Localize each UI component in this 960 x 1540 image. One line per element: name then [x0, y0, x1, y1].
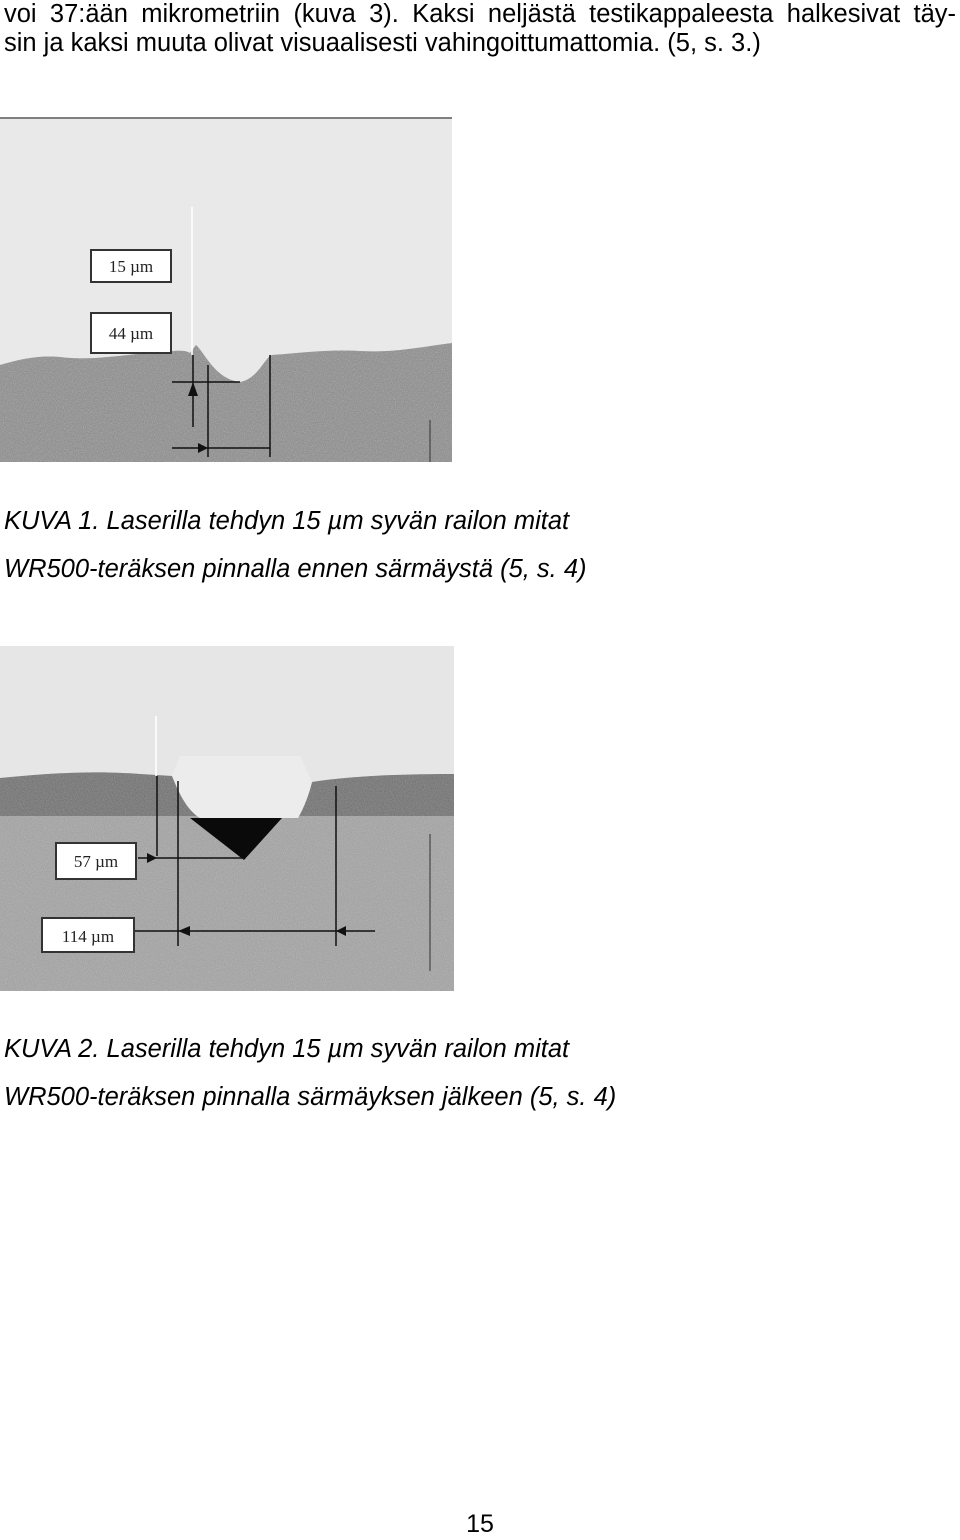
width-measurement: 114 µm [61, 927, 115, 946]
figure-2-caption [4, 1025, 904, 1121]
depth-label-box [56, 843, 136, 879]
paragraph-line-2: sin ja kaksi muuta olivat visuaalisesti vahingoittumattomia. (5, s. 3.) [4, 29, 761, 57]
width-label-box [91, 313, 171, 353]
width-measurement: 44 µm [108, 324, 154, 343]
caption-2-line-2: WR500-teräksen pinnalla särmäyksen jälkeen (5, s. 4) [4, 1083, 617, 1111]
figure-1-caption [4, 497, 904, 593]
depth-label-box [91, 250, 171, 282]
caption-1-line-1: KUVA 1. Laserilla tehdyn 15 µm syvän railon mitat [4, 507, 570, 535]
micrograph-before-bending [0, 117, 452, 462]
page-number: 15 [466, 1510, 494, 1538]
depth-measurement: 57 µm [73, 852, 119, 871]
depth-measurement: 15 µm [108, 257, 154, 276]
caption-2-line-1: KUVA 2. Laserilla tehdyn 15 µm syvän railon mitat [4, 1035, 570, 1063]
caption-1-line-2: WR500-teräksen pinnalla ennen särmäystä (5, s. 4) [4, 555, 587, 583]
body-paragraph [4, 0, 956, 58]
paragraph-line-1: voi 37:ään mikrometriin (kuva 3). Kaksi neljästä testikappaleesta halkesivat täy- [4, 0, 956, 28]
width-label-box [42, 918, 134, 952]
micrograph-after-bending [0, 646, 454, 991]
